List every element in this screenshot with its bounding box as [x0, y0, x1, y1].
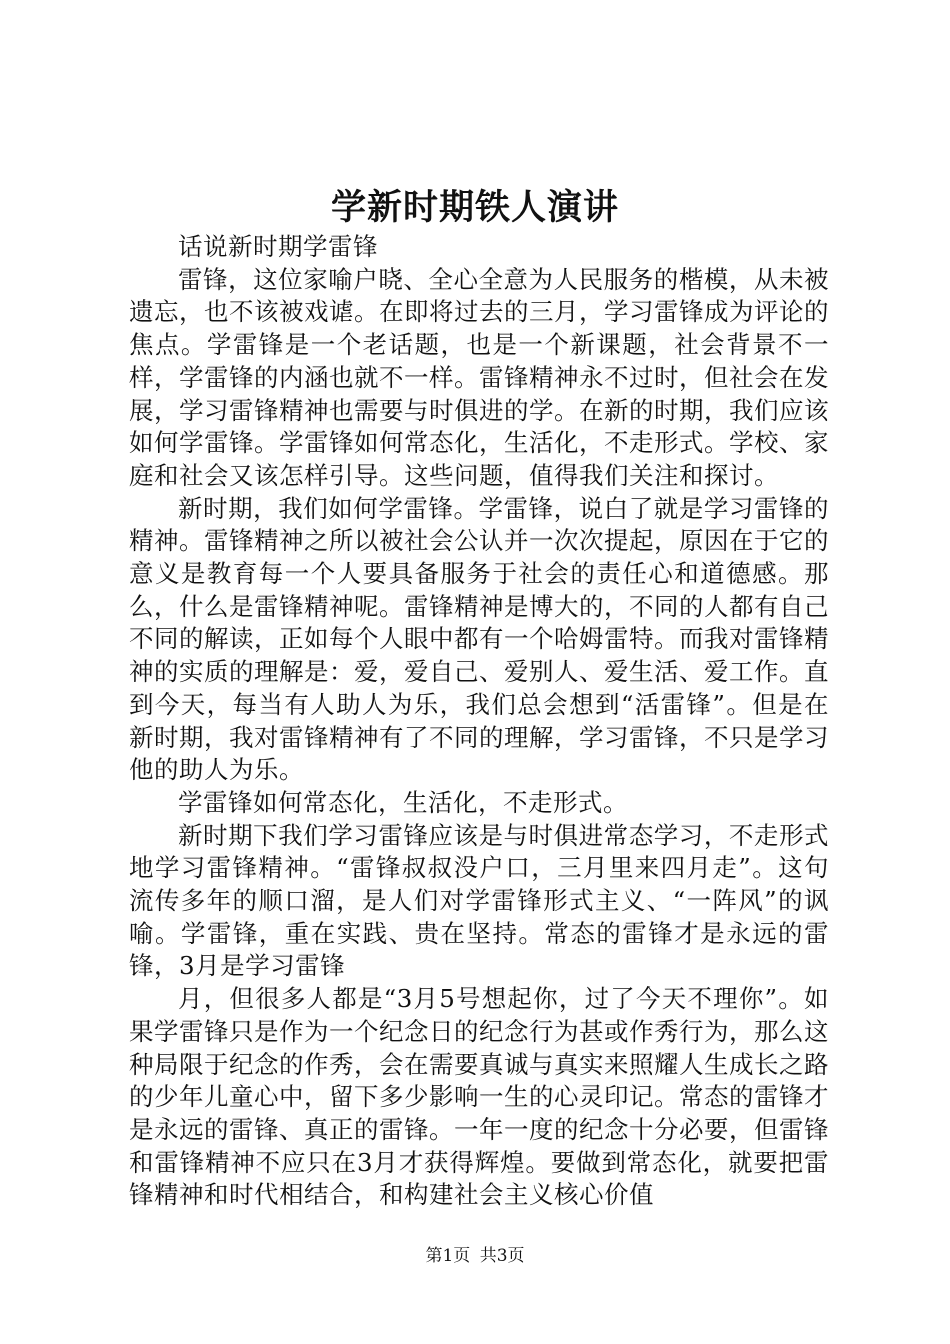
paragraph-3: 新时期，我们如何学雷锋。学雷锋，说白了就是学习雷锋的精神。雷锋精神之所以被社会公认并一次次提起，原因在于它的意义是教育每一个人要具备服务于社会的责任心和道德感。那么，什么是雷锋精神呢。雷锋精神是博大的，不同的人都有自己不同的解读，正如每个人眼中都有一个哈姆雷特。而我对雷锋精神的实质的理解是：爱，爱自己、爱别人、爱生活、爱工作。直到今天，每当有人助人为乐，我们总会想到“活雷锋”。但是在新时期，我对雷锋精神有了不同的理解，学习雷锋，不只是学习他的助人为乐。 — [129, 493, 829, 785]
paragraph-5: 新时期下我们学习雷锋应该是与时俱进常态学习，不走形式地学习雷锋精神。“雷锋叔叔没户口，三月里来四月走”。这句流传多年的顺口溜，是人们对学雷锋形式主义、“一阵风”的讽喻。学雷锋，重在实践、贵在坚持。常态的雷锋才是永远的雷锋，3月是学习雷锋 — [129, 820, 829, 981]
paragraph-2: 雷锋，这位家喻户晓、全心全意为人民服务的楷模，从未被遗忘，也不该被戏谑。在即将过去的三月，学习雷锋成为评论的焦点。学雷锋是一个老话题，也是一个新课题，社会背景不一样，学雷锋的内涵也就不一样。雷锋精神永不过时，但社会在发展，学习雷锋精神也需要与时俱进的学。在新的时期，我们应该如何学雷锋。学雷锋如何常态化，生活化，不走形式。学校、家庭和社会又该怎样引导。这些问题，值得我们关注和探讨。 — [129, 264, 829, 490]
page-footer — [0, 1244, 950, 1268]
paragraph-4: 学雷锋如何常态化，生活化，不走形式。 — [178, 787, 628, 817]
document-body — [129, 231, 829, 1212]
page-number: 第1页 — [425, 1246, 471, 1266]
paragraph-1: 话说新时期学雷锋 — [178, 232, 378, 261]
page-total: 共3页 — [479, 1246, 525, 1266]
document-title: 学新时期铁人演讲 — [330, 187, 619, 228]
paragraph-6: 月，但很多人都是“3月5号想起你，过了今天不理你”。如果学雷锋只是作为一个纪念日的纪念行为甚或作秀行为，那么这种局限于纪念的作秀，会在需要真诚与真实来照耀人生成长之路的少年儿童心中，留下多少影响一生的心灵印记。常态的雷锋才是永远的雷锋、真正的雷锋。一年一度的纪念十分必要，但雷锋和雷锋精神不应只在3月才获得辉煌。要做到常态化，就要把雷锋精神和时代相结合，和构建社会主义核心价值 — [129, 984, 829, 1210]
